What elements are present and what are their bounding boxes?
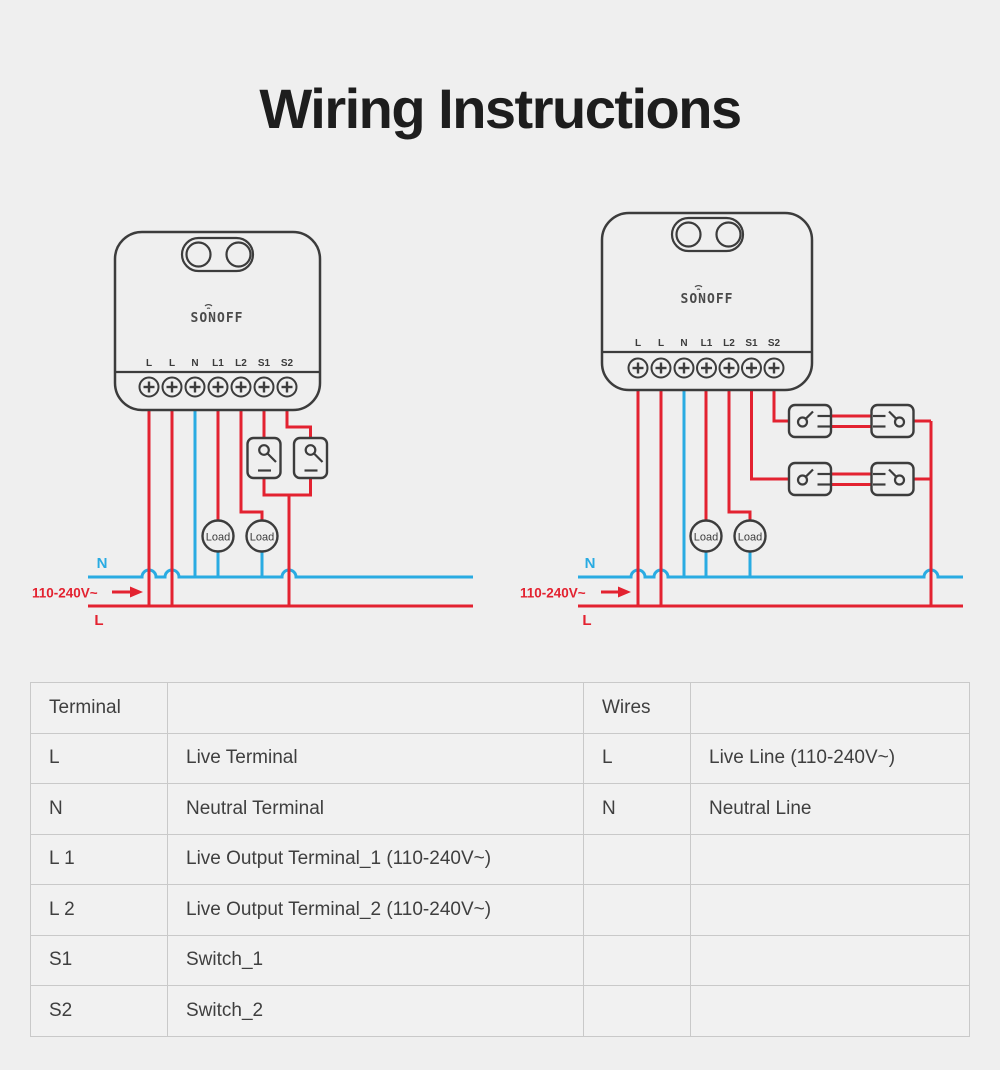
brand-logo-right: SONOFF (680, 292, 734, 307)
terminal-label: L2 (235, 358, 247, 369)
terminal-label: N (680, 338, 688, 349)
traveler-wires-row1 (831, 416, 872, 427)
voltage-label-right: 110-240V~ (520, 585, 586, 601)
neutral-line-right (578, 570, 963, 577)
cell-terminal-desc: Switch_2 (168, 986, 584, 1037)
load-2-label: Load (249, 531, 275, 544)
brand-logo-left: SONOFF (190, 311, 244, 326)
table-row (31, 834, 970, 885)
switch-row1-left-box (789, 405, 831, 437)
terminal-label: S1 (257, 358, 271, 369)
cell-wire-desc: Live Line (110-240V~) (691, 733, 970, 784)
screw-icon (765, 359, 784, 378)
switch-row2-left-box (789, 463, 831, 495)
diagram-single-switches (32, 232, 473, 629)
terminal-label: L (657, 338, 665, 349)
screw-icon (742, 359, 761, 378)
table-row (31, 986, 970, 1037)
cell-wire (584, 885, 691, 936)
terminal-label: N (191, 358, 199, 369)
cell-terminal: L 2 (31, 885, 168, 936)
wire-l2-to-load2-right (729, 388, 750, 521)
cell-terminal: L (31, 733, 168, 784)
two-way-switches (789, 405, 914, 495)
cell-wire-desc (691, 885, 970, 936)
terminal-label: L (168, 358, 176, 369)
terminal-label: S2 (280, 358, 294, 369)
cell-terminal: S2 (31, 986, 168, 1037)
neutral-label-left: N (96, 555, 108, 572)
neutral-wires-left (195, 407, 262, 577)
terminal-label: S1 (745, 338, 758, 349)
table-row (31, 935, 970, 986)
voltage-label-left: 110-240V~ (32, 585, 98, 601)
neutral-line-left (88, 570, 473, 577)
table-row (31, 885, 970, 936)
diagram-two-way-switches (520, 213, 963, 629)
switch-exit-wires-right (914, 421, 932, 479)
cell-wire-desc (691, 935, 970, 986)
cell-terminal-desc: Live Output Terminal_1 (110-240V~) (168, 834, 584, 885)
terminal-label: S2 (767, 338, 781, 349)
col-header-terminal-desc (168, 683, 584, 734)
switch-row1-right-box (872, 405, 914, 437)
voltage-arrow-head-left (130, 587, 143, 598)
loads-left (203, 521, 278, 552)
cell-wire (584, 834, 691, 885)
wire-s2-to-switch2-left (287, 407, 311, 438)
cell-wire (584, 986, 691, 1037)
cell-terminal: L 1 (31, 834, 168, 885)
cell-wire-desc (691, 834, 970, 885)
terminal-label: L2 (723, 338, 735, 349)
wall-switches-left (248, 438, 328, 478)
table-row (31, 784, 970, 835)
table-row (31, 733, 970, 784)
screw-icon (209, 378, 228, 397)
wire-s1-to-switchrow2 (752, 388, 790, 479)
load-1-label: Load (205, 531, 231, 544)
cell-terminal-desc: Live Output Terminal_2 (110-240V~) (168, 885, 584, 936)
cell-wire: N (584, 784, 691, 835)
cell-wire-desc (691, 986, 970, 1037)
wire-s2-to-switchrow1 (774, 388, 789, 421)
cell-wire-desc: Neutral Line (691, 784, 970, 835)
terminal-label: L1 (700, 338, 713, 349)
cell-terminal-desc: Switch_1 (168, 935, 584, 986)
screw-icon (255, 378, 274, 397)
neutral-label-right: N (584, 555, 596, 572)
terminal-wires-table (30, 682, 970, 1037)
switch-row2-right-box (872, 463, 914, 495)
load-2-label: Load (737, 531, 763, 544)
voltage-arrow-head-right (618, 587, 631, 598)
live-label-right: L (582, 612, 592, 629)
screw-icon (278, 378, 297, 397)
col-header-terminal: Terminal (31, 683, 168, 734)
switch-1-box (248, 438, 281, 478)
screw-icon (652, 359, 671, 378)
screw-icon (629, 359, 648, 378)
screw-icon (140, 378, 159, 397)
terminal-label: L1 (212, 358, 224, 369)
col-header-wires: Wires (584, 683, 691, 734)
cell-wire (584, 935, 691, 986)
cell-terminal: N (31, 784, 168, 835)
screw-icon (232, 378, 251, 397)
terminal-label: L (634, 338, 642, 349)
wire-switch-bottoms-left (264, 478, 311, 495)
page-title: Wiring Instructions (259, 77, 741, 140)
table-header-row (31, 683, 970, 734)
screw-icon (720, 359, 739, 378)
cell-terminal: S1 (31, 935, 168, 986)
screw-icon (697, 359, 716, 378)
cell-terminal-desc: Live Terminal (168, 733, 584, 784)
live-label-left: L (94, 612, 104, 629)
screw-icon (186, 378, 205, 397)
terminal-label: L (145, 358, 153, 369)
screw-icon (163, 378, 182, 397)
screw-icon (675, 359, 694, 378)
switch-2-box (294, 438, 327, 478)
traveler-wires-row2 (831, 474, 872, 485)
load-1-label: Load (693, 531, 719, 544)
cell-terminal-desc: Neutral Terminal (168, 784, 584, 835)
loads-right (691, 521, 766, 552)
cell-wire: L (584, 733, 691, 784)
col-header-wires-desc (691, 683, 970, 734)
